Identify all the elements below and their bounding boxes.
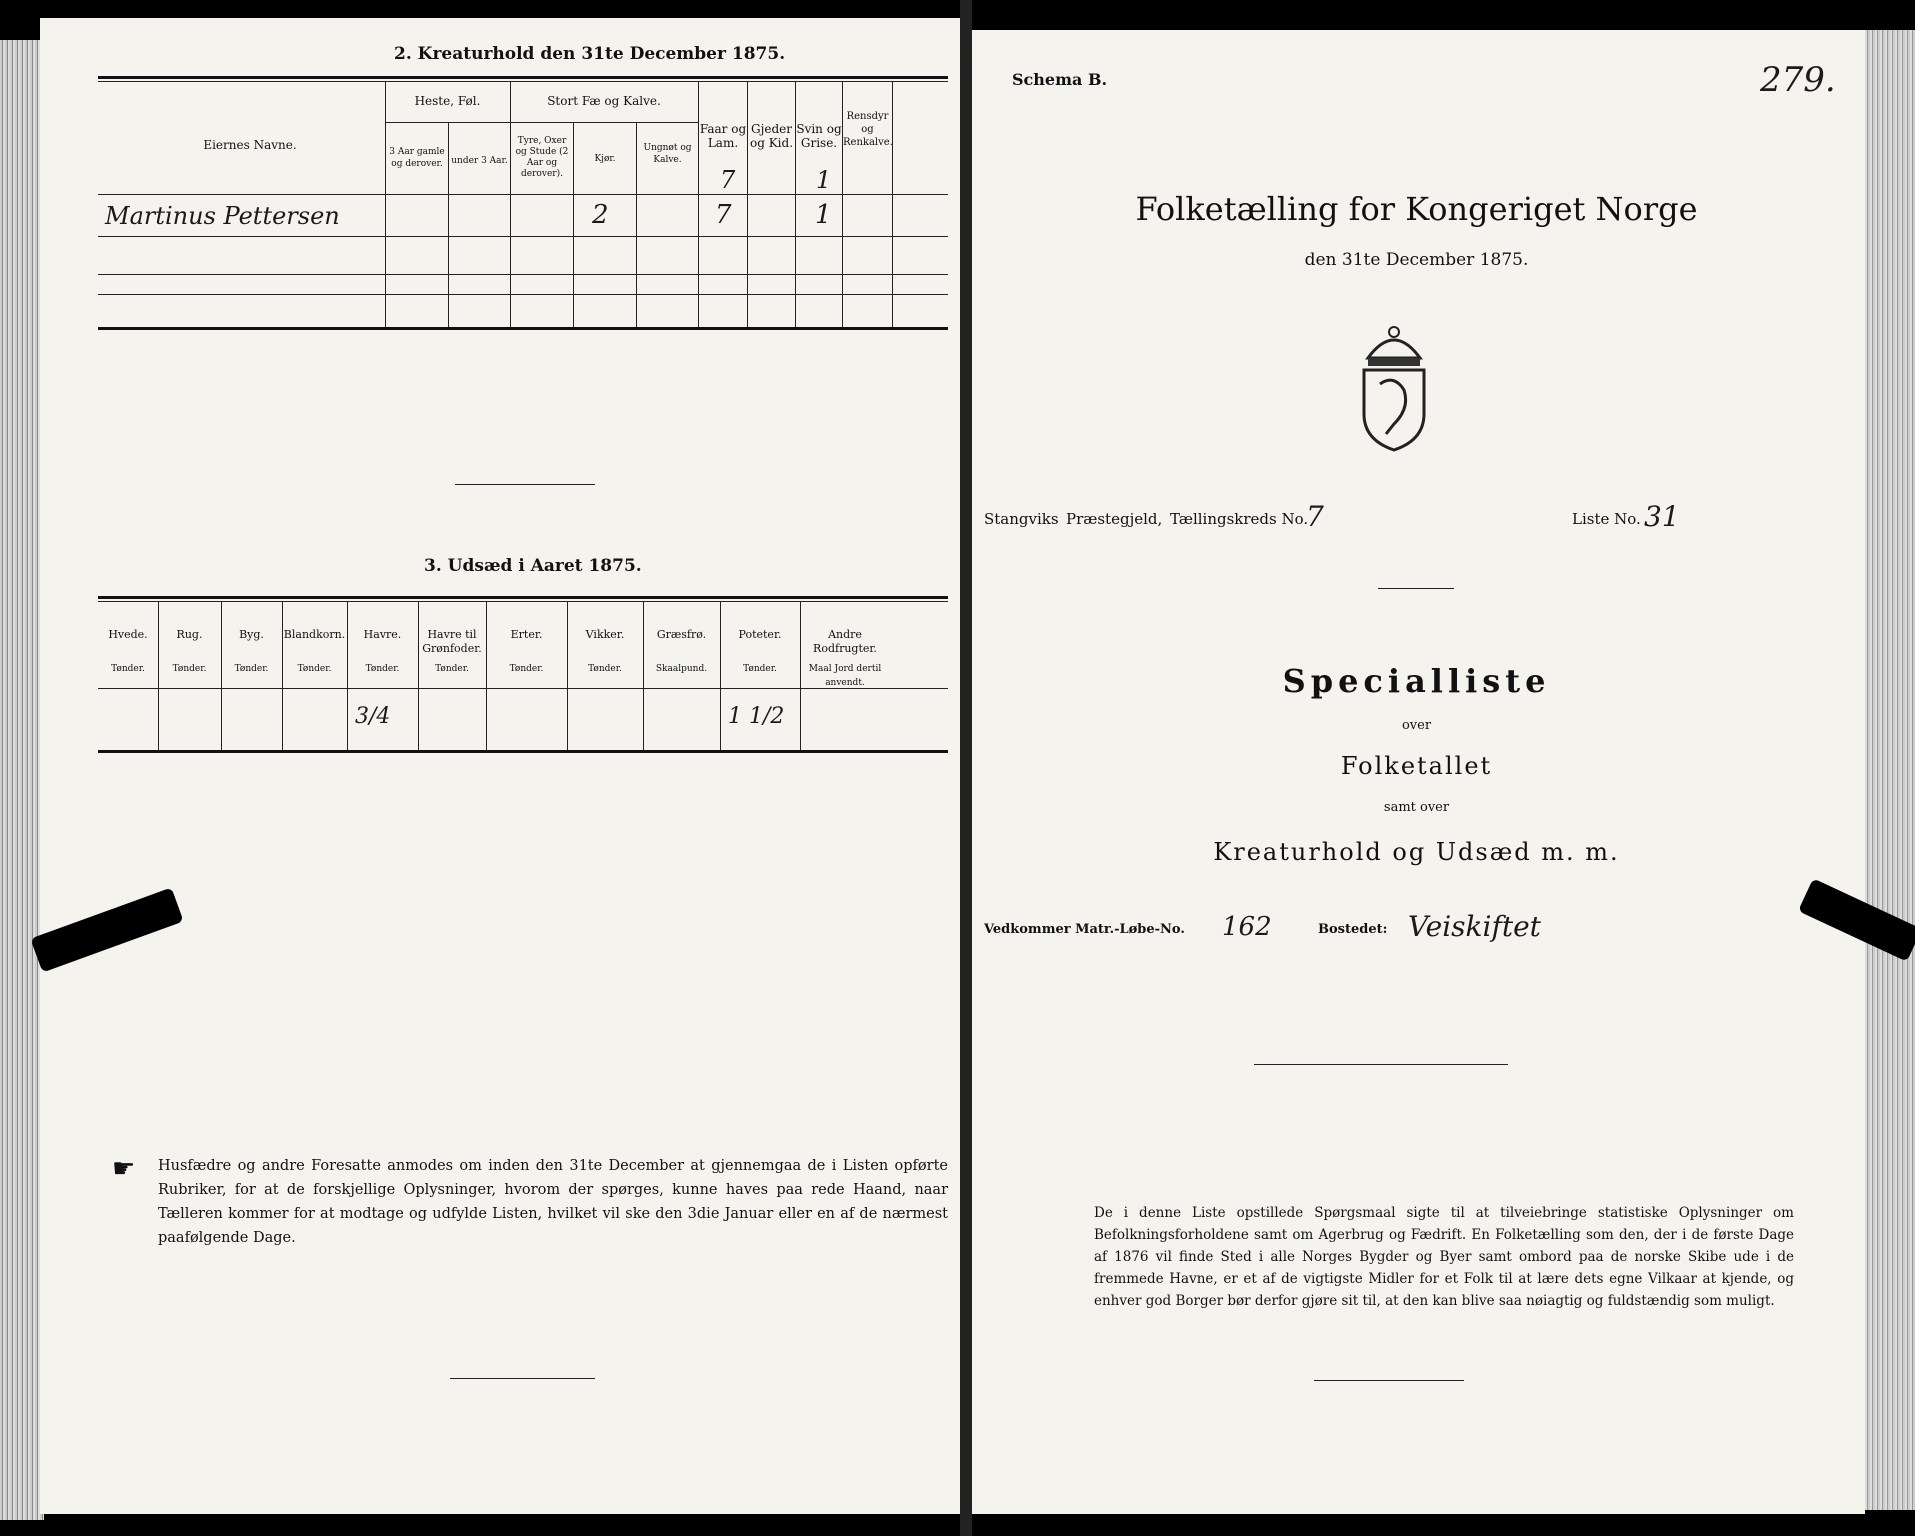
divider [455,484,595,485]
seed-header-unit: Tønder. [111,664,145,674]
seed-value: 1 1/2 [728,704,785,729]
col-line [698,81,699,329]
header-horses: Heste, Føl. [414,94,481,108]
seed-header-name: Poteter. [738,628,782,641]
seed-header-unit: Tønder. [172,664,207,674]
col-line [747,81,748,329]
seed-header-unit: Tønder. [743,664,777,674]
divider [450,1378,595,1379]
header-pigs: Svin og Grise. [796,122,842,150]
seed-header-name: Byg. [239,628,264,641]
left-page [40,18,965,1514]
seed-header-unit: Tønder. [435,664,469,674]
header-cattle-cows: Kjør. [594,154,616,164]
row-rule [98,274,948,275]
header-horses-young: under 3 Aar. [451,156,508,166]
subheader-rule [385,122,698,123]
bosted-label: Bostedet: [1318,922,1388,937]
row-rule [98,236,948,237]
page-stack-left [0,40,44,1520]
table-top-rule [98,76,948,79]
col-line [510,81,511,329]
main-title: Folketælling for Kongeriget Norge [1135,190,1698,228]
row-rule [98,294,948,295]
owner-name: Martinus Pettersen [105,202,340,230]
over-label: over [1401,718,1432,733]
page-stack-right [1865,30,1915,1510]
seed-header-name: Græsfrø. [656,628,707,641]
seed-header-name: Hvede. [108,628,148,641]
samt-over-label: samt over [1383,800,1450,815]
bosted-value: Veiskiftet [1408,910,1541,943]
seed-header-unit: Tønder. [588,664,622,674]
seed-header-name: Havre til Grønfoder. [422,628,482,655]
list-number: 31 [1644,500,1680,533]
pigs-value: 1 [815,200,832,230]
divider [1314,1380,1464,1381]
header-horses-old: 3 Aar gamle og derover. [389,147,445,169]
page-number: 279. [1760,60,1836,100]
pigs-header-mark: 1 [816,166,832,194]
seed-header-name: Andre Rodfrugter. [813,628,877,655]
seed-table-top [98,596,948,599]
special-title: Specialliste [1282,662,1551,700]
section2-title: 2. Kreaturhold den 31te December 1875. [394,44,786,64]
seed-table-bottom [98,750,948,753]
seed-header-name: Rug. [176,628,203,641]
district-number: 7 [1306,500,1324,533]
parish-label: Præstegjeld, [1066,510,1163,528]
book-binding [960,0,972,1536]
col-line [892,81,893,329]
matr-number: 162 [1222,912,1272,942]
district-label: Tællingskreds No. [1170,510,1309,528]
seed-header-unit: Tønder. [297,664,332,674]
table-top-rule-thin [98,81,948,82]
seed-header-unit: Maal Jord dertil anvendt. [808,664,882,688]
seed-header-unit: Tønder. [234,664,269,674]
header-cattle-young: Ungnøt og Kalve. [643,143,692,165]
header-cattle-bulls: Tyre, Oxer og Stude (2 Aar og derover). [515,136,569,179]
header-reindeer: Rensdyr og Renkalve. [843,111,893,148]
seed-header-name: Blandkorn. [283,628,346,641]
matr-line [968,910,1865,950]
parish-name: Stangviks [984,510,1059,528]
col-line [795,81,796,329]
right-page [968,30,1865,1514]
kreatur-label: Kreaturhold og Udsæd m. m. [1213,838,1620,866]
folketallet-label: Folketallet [1340,752,1493,780]
seed-header-rule [98,688,948,689]
sheep-value: 7 [715,200,732,230]
divider [1378,588,1454,589]
coat-of-arms-icon [1354,314,1434,454]
notice-text: Husfædre og andre Foresatte anmodes om inden den 31te December at gjennemgaa de i Listen opførte Rubriker, for at de forskjellige Oplysninger, hvorom der spørges, kunne haves paa rede Haand, naar Tælleren kommer for at modtage og udfylde Listen, hvilket vil ske den 3die Januar eller en af de nærmest paafølgende Dage. [158,1158,948,1246]
table-bottom-rule [98,327,948,330]
header-bottom-rule [98,194,948,195]
schema-label: Schema B. [1012,70,1108,89]
header-sheep: Faar og Lam. [699,122,747,150]
seed-header-unit: Tønder. [365,664,400,674]
seed-header-unit: Skaalpund. [655,664,708,674]
matr-label: Vedkommer Matr.-Løbe-No. [984,922,1185,937]
sheep-header-mark: 7 [720,166,736,194]
seed-table-top-thin [98,601,948,602]
seed-header-name: Erter. [510,628,543,641]
cows-value: 2 [592,200,609,230]
divider [1254,1064,1508,1065]
list-label: Liste No. [1572,510,1641,528]
header-owner: Eiernes Navne. [203,138,297,152]
seed-header-name: Vikker. [585,628,625,641]
pointing-hand-icon: ☛ [112,1154,136,1184]
seed-header-unit: Tønder. [509,664,544,674]
footer-text: De i denne Liste opstillede Spørgsmaal sigte til at tilveiebringe statistiske Oplysninger om Befolkningsforholdene samt om Agerbrug og Fædrift. En Folketælling som den, der i de første Dage af 1876 vil finde Sted i alle Norges Bygder og Byer samt ombord paa de norske Skibe ude i de fremmede Havne, er et af de vigtigste Midler for et Folk til at lære dets egne Vilkaar at kjende, og enhver god Borger bør derfor gjøre sit til, at den kan blive saa nøiagtig og fuldstændig som muligt. [1094,1205,1794,1309]
section3-title: 3. Udsæd i Aaret 1875. [424,556,642,576]
seed-header-name: Havre. [363,628,402,641]
header-cattle: Stort Fæ og Kalve. [547,94,661,108]
seed-value: 3/4 [355,704,391,729]
col-line [385,81,386,329]
header-goats: Gjeder og Kid. [749,122,794,150]
district-line [968,500,1865,534]
main-subtitle: den 31te December 1875. [1304,250,1529,270]
